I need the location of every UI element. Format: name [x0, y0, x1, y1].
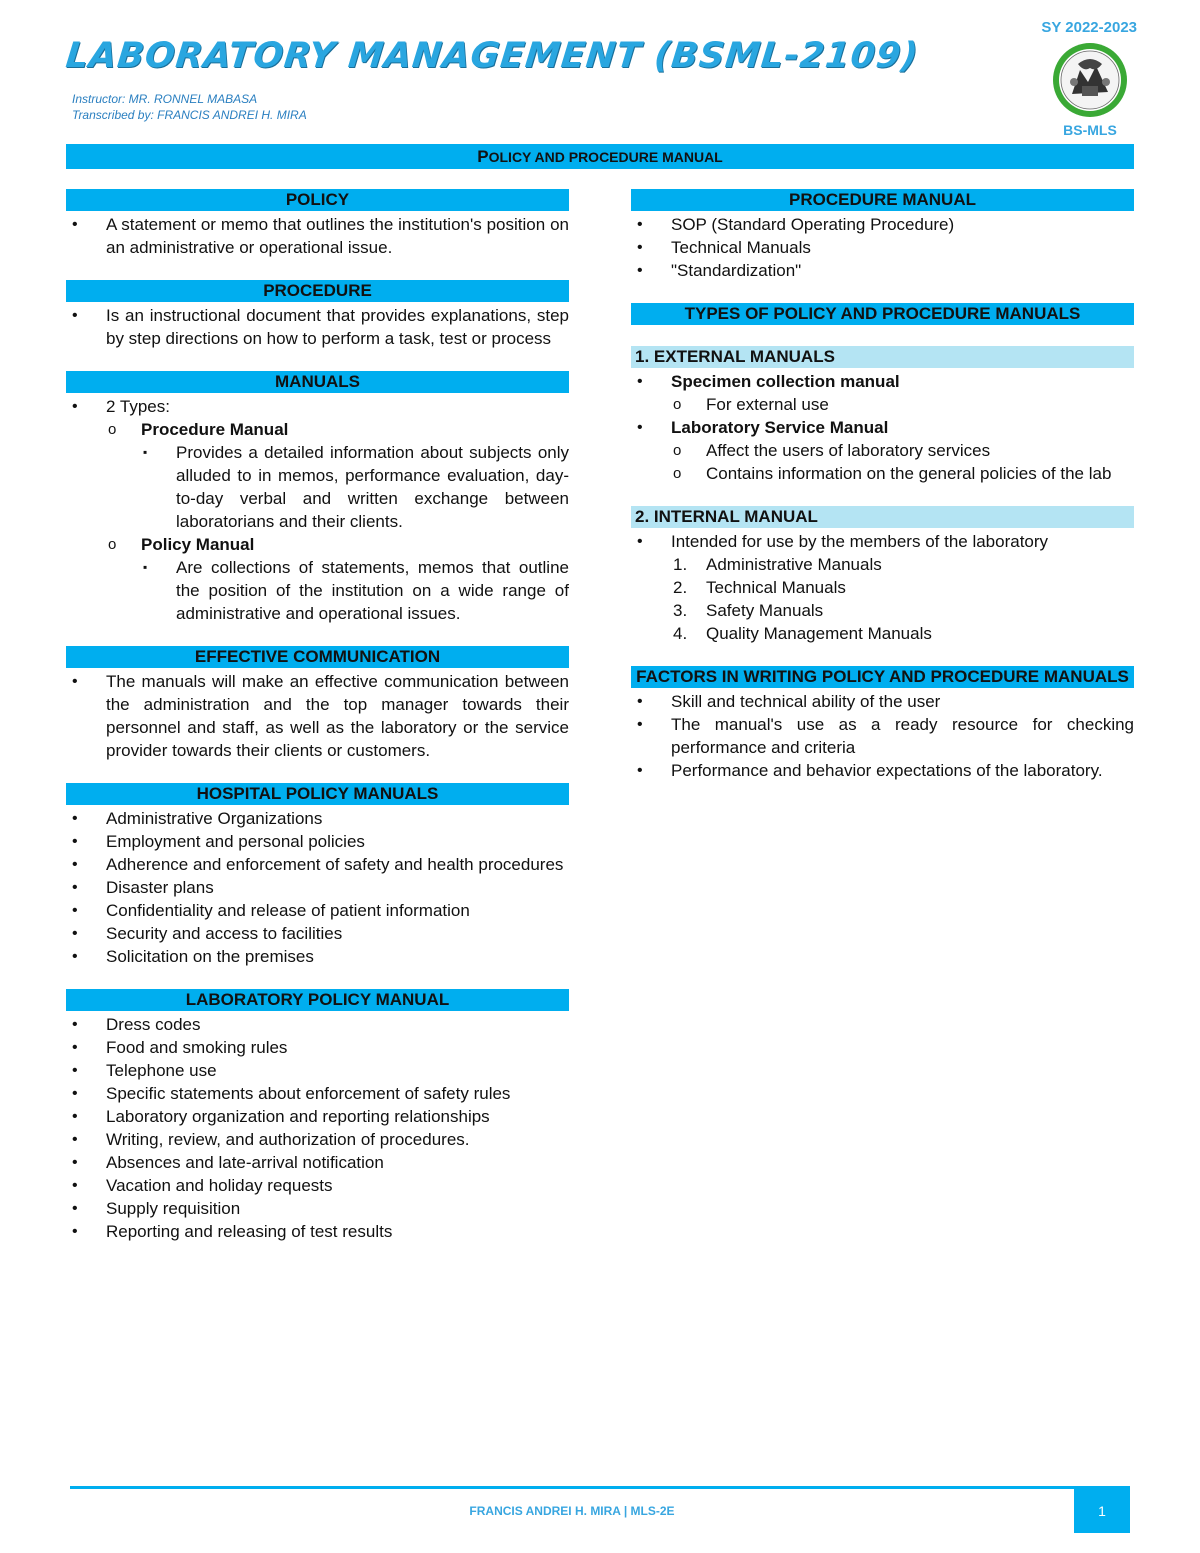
policy-heading: POLICY: [66, 189, 569, 211]
list-item: • Is an instructional document that provides explanations, step by step directions on how to perform a task, test or process: [66, 304, 569, 350]
list-item: • Skill and technical ability of the user: [631, 690, 1134, 713]
document-title: LABORATORY MANAGEMENT (BSML-2109): [63, 36, 921, 76]
list-item: • Food and smoking rules: [66, 1036, 569, 1059]
procedure-manual-heading: PROCEDURE MANUAL: [631, 189, 1134, 211]
list-item: • SOP (Standard Operating Procedure): [631, 213, 1134, 236]
numbered-item: 1. Administrative Manuals: [673, 555, 882, 574]
sub-sub-list-item: ▪ Provides a detailed information about subjects only alluded to in memos, performance evaluation, day-to-day verbal and written exchange between laboratorians and their clients.: [66, 441, 569, 533]
left-column: [66, 189, 569, 1264]
sub-list-item: o Policy Manual: [66, 533, 569, 556]
list-item: • Supply requisition: [66, 1197, 569, 1220]
footer-divider: [70, 1486, 1130, 1489]
procedure-heading: PROCEDURE: [66, 280, 569, 302]
types-heading: TYPES OF POLICY AND PROCEDURE MANUALS: [631, 303, 1134, 325]
list-item: • Performance and behavior expectations of the laboratory.: [631, 759, 1134, 782]
sub-list-item: o Procedure Manual: [66, 418, 569, 441]
hospital-policy-section: [66, 783, 569, 968]
list-item: • Security and access to facilities: [66, 922, 569, 945]
list-item: • Specific statements about enforcement of safety rules: [66, 1082, 569, 1105]
laboratory-policy-section: [66, 989, 569, 1243]
list-item: • Specimen collection manual: [631, 370, 1134, 393]
transcriber-line: Transcribed by: FRANCIS ANDREI H. MIRA: [72, 108, 307, 122]
list-item: • Solicitation on the premises: [66, 945, 569, 968]
manuals-heading: MANUALS: [66, 371, 569, 393]
right-column: [631, 189, 1134, 803]
external-manuals-section: [631, 346, 1134, 485]
list-item: • Laboratory organization and reporting relationships: [66, 1105, 569, 1128]
list-item: • Adherence and enforcement of safety and health procedures: [66, 853, 569, 876]
laboratory-policy-heading: LABORATORY POLICY MANUAL: [66, 989, 569, 1011]
list-item: • Vacation and holiday requests: [66, 1174, 569, 1197]
sub-list-item: o Affect the users of laboratory services: [631, 439, 1134, 462]
list-item: • Dress codes: [66, 1013, 569, 1036]
list-item: • Confidentiality and release of patient information: [66, 899, 569, 922]
main-section-heading: POLICY AND PROCEDURE MANUAL: [66, 144, 1134, 169]
effective-communication-heading: EFFECTIVE COMMUNICATION: [66, 646, 569, 668]
sub-sub-list-item: ▪ Are collections of statements, memos that outline the position of the institution on a wide range of administrative and operational issues.: [66, 556, 569, 625]
instructor-line: Instructor: MR. RONNEL MABASA: [72, 92, 258, 106]
sub-list-item: o For external use: [631, 393, 1134, 416]
list-item: • Disaster plans: [66, 876, 569, 899]
school-year: SY 2022-2023: [1041, 19, 1137, 36]
policy-section: [66, 189, 569, 259]
list-item: • Technical Manuals: [631, 236, 1134, 259]
list-item: • Telephone use: [66, 1059, 569, 1082]
manuals-section: [66, 371, 569, 625]
external-manuals-heading: 1. EXTERNAL MANUALS: [631, 346, 1134, 368]
types-section: [631, 303, 1134, 325]
list-item: • Laboratory Service Manual: [631, 416, 1134, 439]
program-label: BS-MLS: [1063, 122, 1117, 138]
list-item: • Writing, review, and authorization of procedures.: [66, 1128, 569, 1151]
footer-author: FRANCIS ANDREI H. MIRA | MLS-2E: [469, 1504, 675, 1518]
procedure-section: [66, 280, 569, 350]
effective-communication-section: [66, 646, 569, 762]
university-seal-logo: [1052, 42, 1128, 118]
numbered-item: 4. Quality Management Manuals: [673, 624, 932, 643]
internal-manual-heading: 2. INTERNAL MANUAL: [631, 506, 1134, 528]
procedure-manual-section: [631, 189, 1134, 282]
list-item: • Intended for use by the members of the laboratory: [631, 530, 1134, 553]
list-item: • The manual's use as a ready resource for checking performance and criteria: [631, 713, 1134, 759]
list-item: • Employment and personal policies: [66, 830, 569, 853]
page-number: 1: [1074, 1489, 1130, 1533]
list-item: • A statement or memo that outlines the institution's position on an administrative or operational issue.: [66, 213, 569, 259]
list-item: • "Standardization": [631, 259, 1134, 282]
internal-manual-section: [631, 506, 1134, 645]
sub-list-item: o Contains information on the general policies of the lab: [631, 462, 1134, 485]
hospital-policy-heading: HOSPITAL POLICY MANUALS: [66, 783, 569, 805]
list-item: • The manuals will make an effective communication between the administration and the top manager towards their personnel and staff, as well as the laboratory or the service provider towards their clients or customers.: [66, 670, 569, 762]
factors-heading: FACTORS IN WRITING POLICY AND PROCEDURE MANUALS: [631, 666, 1134, 688]
list-item: • Absences and late-arrival notification: [66, 1151, 569, 1174]
factors-section: [631, 666, 1134, 782]
list-item: • Administrative Organizations: [66, 807, 569, 830]
numbered-item: 3. Safety Manuals: [673, 601, 824, 620]
list-item: • Reporting and releasing of test results: [66, 1220, 569, 1243]
numbered-item: 2. Technical Manuals: [673, 578, 846, 597]
list-item: • 2 Types:: [66, 395, 569, 418]
